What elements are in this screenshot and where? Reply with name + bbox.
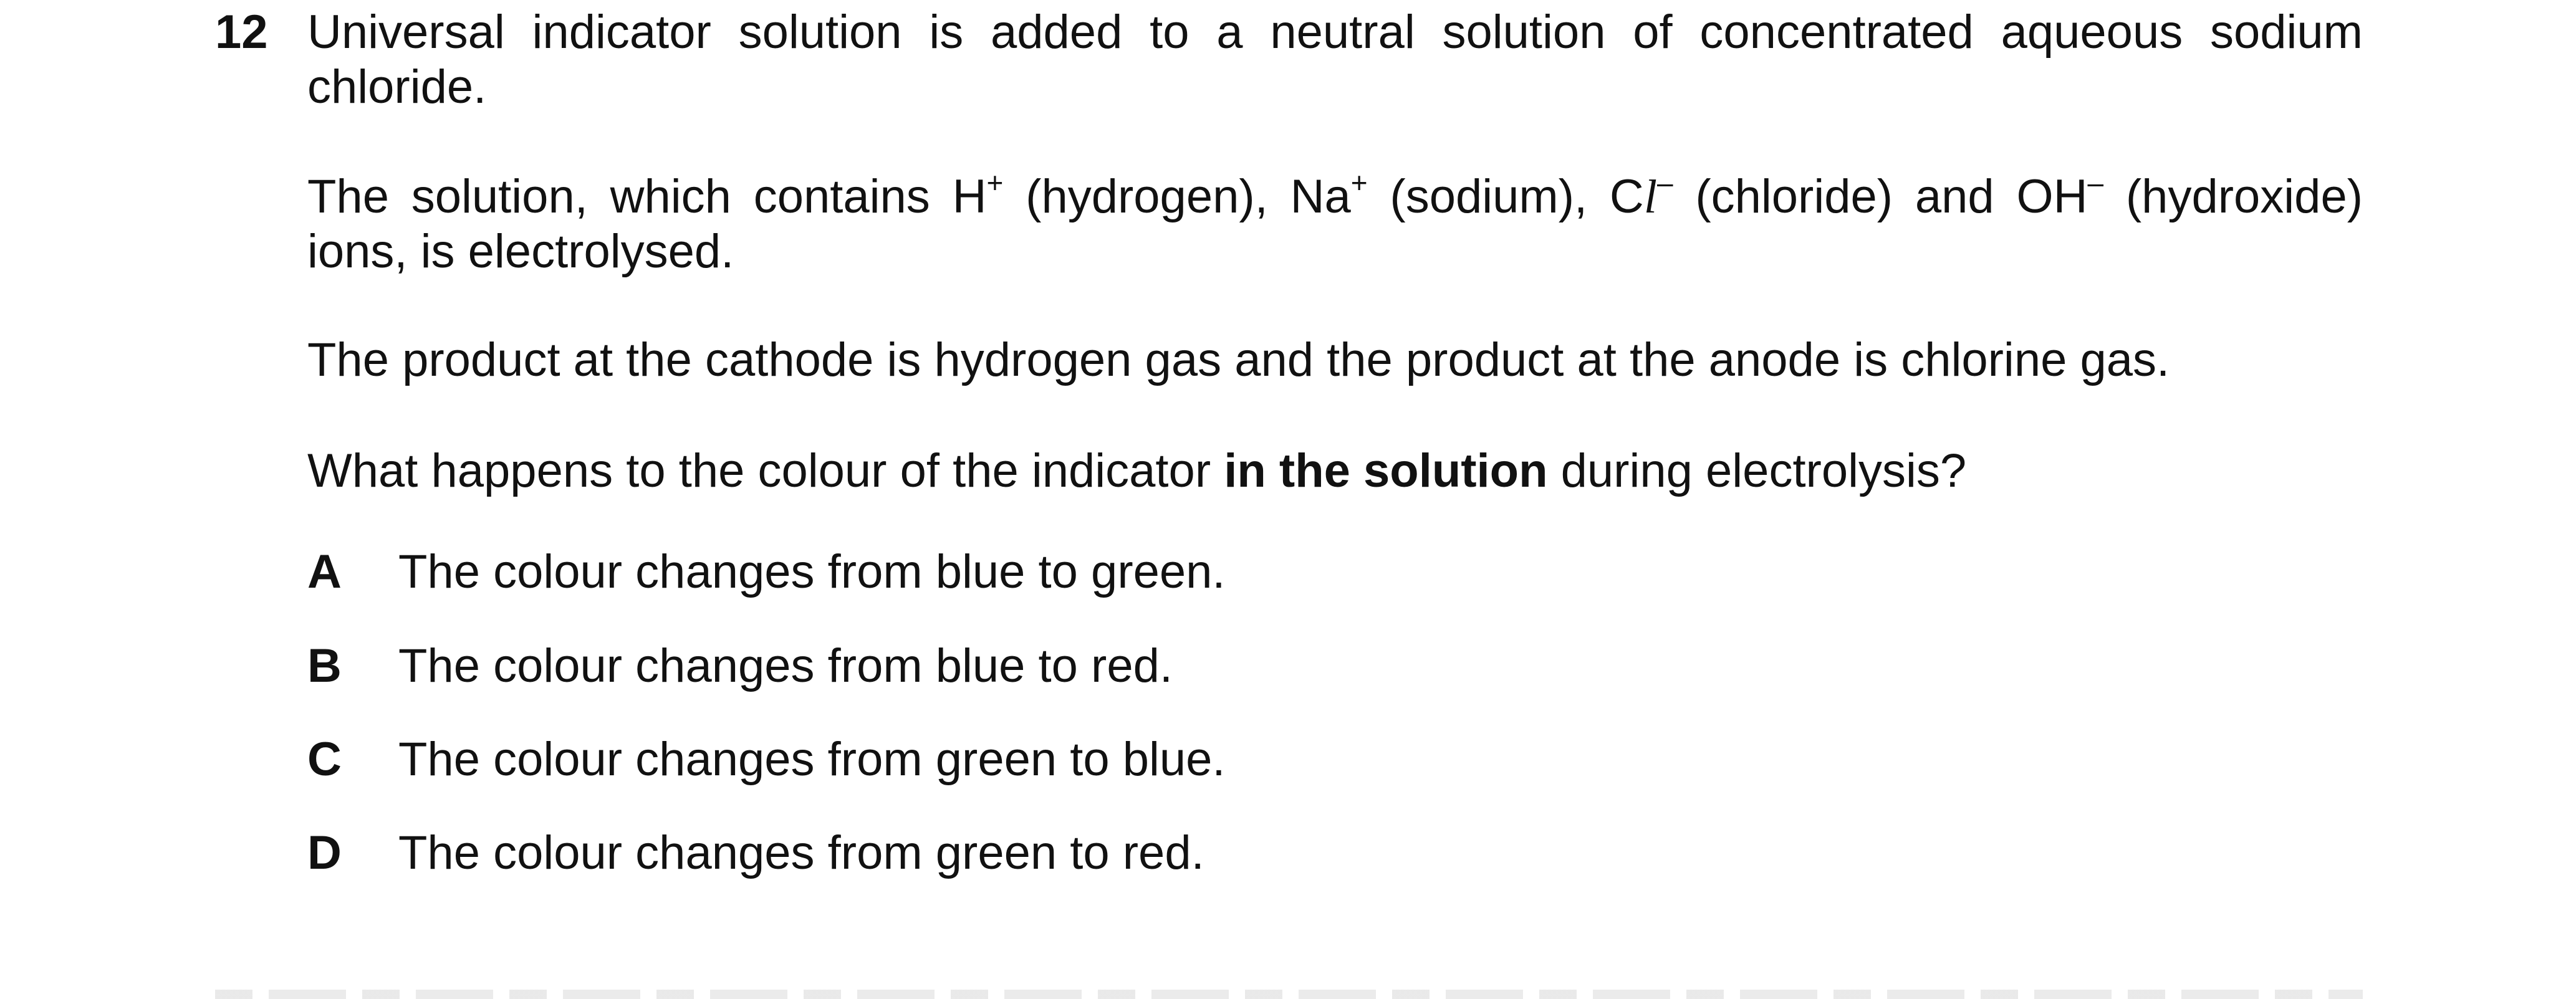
question-intro: Universal indicator solution is added to a neutral solution of concentrated aqueous sodium chloride. (307, 6, 2363, 113)
chloride-charge: – (1656, 166, 1673, 199)
chloride-label: (chloride) and OH (1673, 170, 2088, 223)
products-statement: The product at the cathode is hydrogen gas and the product at the anode is chlorine gas. (307, 333, 2170, 386)
ions-paragraph (307, 166, 2363, 279)
question-prompt (307, 444, 2363, 499)
next-question-cutoff (215, 983, 2363, 999)
hydroxide-charge: – (2087, 166, 2104, 199)
chlorine-italic-l: l (1643, 171, 1657, 223)
ions-lead-text: The solution, which contains H (307, 170, 987, 223)
option-a-text: The colour changes from blue to green. (398, 545, 1226, 598)
prompt-emphasis: in the solution (1224, 444, 1548, 497)
cutoff-text-fragment (215, 990, 2363, 999)
sodium-label: (sodium), C (1367, 170, 1644, 223)
prompt-after: during electrolysis? (1547, 444, 1967, 497)
hydrogen-label: (hydrogen), Na (1003, 170, 1351, 223)
prompt-before: What happens to the colour of the indicator (307, 444, 1224, 497)
sodium-charge: + (1350, 166, 1368, 199)
option-b-letter: B (307, 639, 342, 692)
question-number: 12 (215, 6, 268, 59)
option-b-text: The colour changes from blue to red. (398, 639, 1173, 692)
hydroxide-label: (hydroxide) ions, is electrolysed. (307, 170, 2363, 278)
hydrogen-charge: + (986, 166, 1004, 199)
option-c-letter: C (307, 733, 342, 786)
option-a-letter: A (307, 545, 342, 598)
option-d-text: The colour changes from green to red. (398, 826, 1204, 879)
option-d-letter: D (307, 826, 342, 879)
option-c-text: The colour changes from green to blue. (398, 733, 1226, 786)
